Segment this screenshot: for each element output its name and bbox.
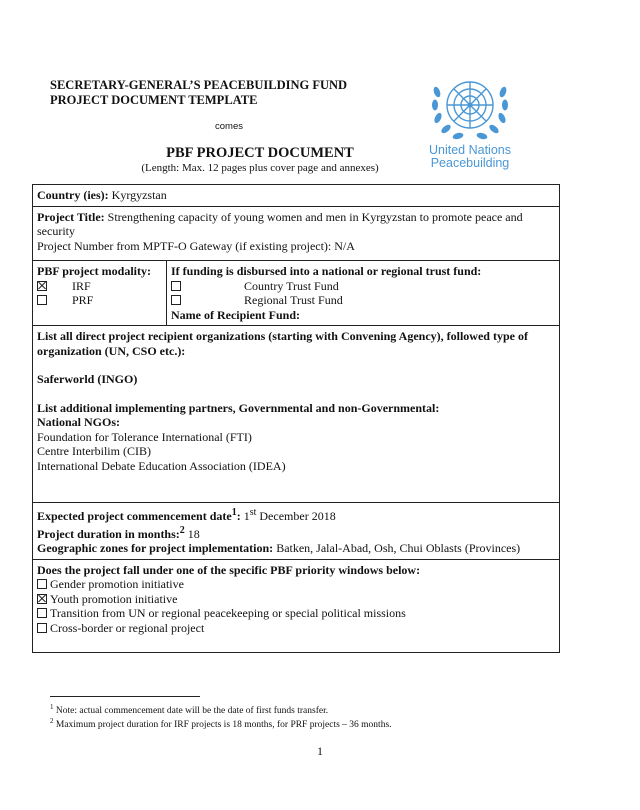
footnote-ref-1: 1 (231, 507, 237, 518)
window-option-transition[interactable] (37, 606, 555, 621)
trust-fund-label: If funding is disbursed into a national or regional trust fund: (171, 264, 482, 278)
convening-agency: Saferworld (INGO) (37, 372, 138, 386)
footnote-ref-2: 2 (179, 524, 185, 536)
modality-option-irf[interactable] (37, 279, 162, 294)
partners-heading: List additional implementing partners, Governmental and non-Governmental: (37, 400, 440, 415)
country-value: Kyrgyzstan (108, 188, 167, 202)
header-line-1: SECRETARY-GENERAL’S PEACEBUILDING FUND (50, 78, 348, 92)
regional-trust-fund-label: Regional Trust Fund (244, 293, 343, 307)
document-title: PBF PROJECT DOCUMENT (166, 145, 354, 161)
gender-checkbox[interactable] (37, 579, 47, 589)
zones-value: Batken, Jalal-Abad, Osh, Chui Oblasts (Provinces) (273, 541, 521, 555)
trust-fund-option-country[interactable] (171, 279, 555, 294)
project-title-row (33, 206, 560, 261)
zones-label: Geographic zones for project implementation: (37, 541, 274, 555)
footnote-1 (50, 702, 328, 717)
modality-option-prf[interactable] (37, 293, 162, 308)
un-peacebuilding-logo (416, 72, 524, 170)
project-title-value: Strengthening capacity of young women and men in Kyrgyzstan to promote peace and security (37, 209, 523, 238)
ngo-item: International Debate Education Association (IDEA) (37, 458, 286, 473)
template-header (50, 78, 347, 108)
youth-checkbox[interactable] (37, 594, 47, 604)
priority-windows-row (33, 559, 560, 653)
footnote-separator (50, 696, 200, 697)
project-info-table (32, 184, 560, 653)
prf-checkbox[interactable] (37, 295, 47, 305)
youth-label: Youth promotion initiative (50, 591, 178, 606)
footnote-1-text: Note: actual commencement date will be the date of first funds transfer. (53, 706, 329, 717)
recipient-fund-label: Name of Recipient Fund: (171, 307, 300, 322)
dates-row: Expected project commencement date$^1$: 1st December 2018 Project duration in months:$^2$ 18 Geographic zones for project implementation: Batken, Jalal-Abad, Osh, Chui Oblasts (Provinces) (33, 503, 560, 560)
duration-label: Project duration in months: (37, 526, 180, 541)
transition-label: Transition from UN or regional peacekeeping or special political missions (50, 606, 406, 620)
irf-checkbox[interactable] (37, 281, 47, 291)
project-number: Project Number from MPTF-O Gateway (if existing project): N/A (37, 238, 355, 253)
country-label: Country (ies): (37, 188, 109, 202)
header-line-2: PROJECT DOCUMENT TEMPLATE (50, 93, 258, 107)
modality-cell (33, 261, 167, 326)
transition-checkbox[interactable] (37, 608, 47, 618)
country-trust-fund-checkbox[interactable] (171, 281, 181, 291)
logo-text-line-2: Peacebuilding (430, 156, 510, 170)
trust-fund-option-regional[interactable] (171, 293, 555, 308)
organizations-row (33, 326, 560, 503)
gender-label: Gender promotion initiative (50, 577, 184, 591)
country-row (33, 185, 560, 207)
ngo-item: Foundation for Tolerance International (FTI) (37, 429, 252, 444)
country-trust-fund-label: Country Trust Fund (244, 278, 339, 293)
ngo-item: Centre Interbilim (CIB) (37, 444, 151, 458)
trust-fund-cell (167, 261, 560, 326)
footnote-2 (50, 716, 392, 731)
cross-border-label: Cross-border or regional project (50, 620, 205, 635)
window-option-cross-border[interactable] (37, 621, 555, 636)
page-number: 1 (317, 744, 323, 758)
organizations-heading: List all direct project recipient organizations (starting with Convening Agency), followed type of organization (UN, CSO etc.): (37, 329, 528, 358)
un-emblem-icon (430, 72, 510, 142)
prf-label: PRF (72, 293, 94, 307)
window-option-youth[interactable] (37, 592, 555, 607)
modality-label: PBF project modality: (37, 264, 151, 278)
comes-text: comes (215, 121, 243, 132)
project-title-label: Project Title: (37, 209, 105, 224)
footnote-2-number: 2 (50, 717, 54, 725)
document-subtitle: (Length: Max. 12 pages plus cover page and annexes) (141, 162, 379, 174)
national-ngos-label: National NGOs: (37, 415, 121, 429)
irf-label: IRF (72, 278, 91, 293)
priority-windows-heading: Does the project fall under one of the specific PBF priority windows below: (37, 562, 421, 577)
logo-text-line-1: United Nations (429, 143, 511, 157)
duration-value: 18 (184, 526, 200, 541)
start-date-label: Expected project commencement date (37, 509, 232, 523)
start-date-ordinal: st (249, 507, 257, 518)
start-date-rest: December 2018 (256, 509, 336, 523)
footnote-1-number: 1 (50, 703, 54, 711)
cross-border-checkbox[interactable] (37, 623, 47, 633)
start-date-day: 1 (240, 509, 250, 523)
regional-trust-fund-checkbox[interactable] (171, 295, 181, 305)
window-option-gender[interactable] (37, 577, 555, 592)
footnote-2-text: Maximum project duration for IRF projects is 18 months, for PRF projects – 36 months. (53, 720, 392, 731)
